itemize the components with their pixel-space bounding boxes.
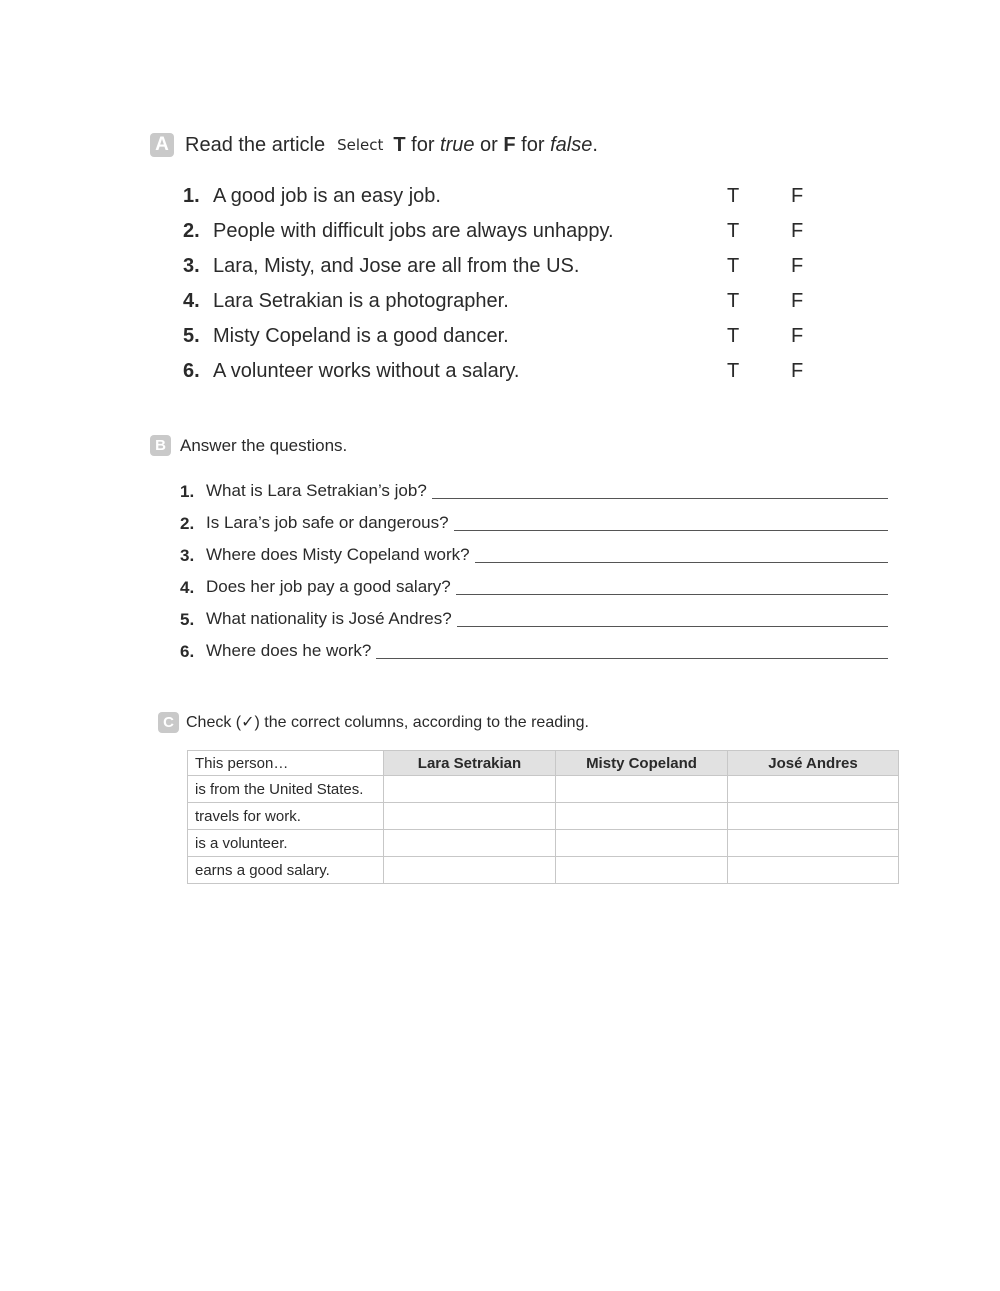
- question-number: 6.: [180, 642, 195, 661]
- answer-line-4[interactable]: [456, 594, 888, 595]
- check-cell-jose[interactable]: [728, 776, 899, 803]
- check-cell-misty[interactable]: [556, 776, 728, 803]
- question-text: Where does Misty Copeland work?: [206, 545, 470, 564]
- check-cell-lara[interactable]: [384, 830, 556, 857]
- answer-line-1[interactable]: [432, 498, 888, 499]
- false-option-4[interactable]: F: [791, 290, 804, 312]
- table-header-row: [188, 751, 899, 776]
- false-option-3[interactable]: F: [791, 255, 804, 277]
- true-option-3[interactable]: T: [727, 255, 740, 277]
- question-number: 3.: [180, 546, 195, 565]
- true-option-2[interactable]: T: [727, 220, 740, 242]
- statement-number: 5.: [183, 325, 200, 347]
- true-option-4[interactable]: T: [727, 290, 740, 312]
- statement-text: Misty Copeland is a good dancer.: [213, 325, 509, 347]
- table-row: [188, 830, 899, 857]
- section-a-instructions: [185, 132, 598, 158]
- check-cell-misty[interactable]: [556, 830, 728, 857]
- question-number: 2.: [180, 514, 195, 533]
- instruction-for: for: [405, 134, 441, 156]
- true-option-6[interactable]: T: [727, 360, 740, 382]
- statement-row-1: [183, 183, 441, 209]
- check-cell-lara[interactable]: [384, 857, 556, 884]
- statement-number: 1.: [183, 185, 200, 207]
- instruction-period: .: [592, 134, 598, 156]
- instruction-for-2: for: [515, 134, 551, 156]
- false-option-1[interactable]: F: [791, 185, 804, 207]
- statement-row-3: [183, 253, 579, 279]
- statement-number: 3.: [183, 255, 200, 277]
- statement-number: 4.: [183, 290, 200, 312]
- table-header-misty: Misty Copeland: [556, 751, 728, 776]
- question-row-2: [180, 510, 888, 534]
- instruction-t: T: [393, 134, 406, 156]
- question-number: 4.: [180, 578, 195, 597]
- check-cell-lara[interactable]: [384, 776, 556, 803]
- check-cell-jose[interactable]: [728, 830, 899, 857]
- answer-line-6[interactable]: [376, 658, 888, 659]
- true-option-1[interactable]: T: [727, 185, 740, 207]
- section-b-instructions: Answer the questions.: [180, 436, 348, 455]
- statement-text: A good job is an easy job.: [213, 185, 441, 207]
- instruction-false: false: [550, 134, 593, 156]
- check-cell-misty[interactable]: [556, 803, 728, 830]
- statement-row-4: [183, 288, 509, 314]
- section-b-badge: B: [150, 435, 171, 456]
- false-option-5[interactable]: F: [791, 325, 804, 347]
- question-text: What nationality is José Andres?: [206, 609, 452, 628]
- section-a-badge: A: [150, 133, 174, 157]
- false-option-6[interactable]: F: [791, 360, 804, 382]
- statement-number: 6.: [183, 360, 200, 382]
- instruction-or: or: [474, 134, 504, 156]
- statement-text: A volunteer works without a salary.: [213, 360, 520, 382]
- answer-line-2[interactable]: [454, 530, 888, 531]
- instruction-f: F: [503, 134, 516, 156]
- statement-number: 2.: [183, 220, 200, 242]
- answer-line-5[interactable]: [457, 626, 888, 627]
- row-label: is a volunteer.: [188, 830, 384, 857]
- table-header-lara: Lara Setrakian: [384, 751, 556, 776]
- question-text: Is Lara’s job safe or dangerous?: [206, 513, 449, 532]
- question-number: 1.: [180, 482, 195, 501]
- table-row: [188, 803, 899, 830]
- table-row: [188, 857, 899, 884]
- instruction-text: Read the article: [185, 134, 326, 156]
- answer-line-3[interactable]: [475, 562, 888, 563]
- statement-row-6: [183, 358, 519, 384]
- check-table: [187, 750, 899, 884]
- instruction-true: true: [440, 134, 475, 156]
- table-row: [188, 776, 899, 803]
- statement-row-5: [183, 323, 509, 349]
- question-row-6: [180, 638, 888, 662]
- select-dropdown[interactable]: Select: [337, 136, 384, 154]
- statement-text: Lara Setrakian is a photographer.: [213, 290, 509, 312]
- check-cell-jose[interactable]: [728, 857, 899, 884]
- question-text: Where does he work?: [206, 641, 372, 660]
- question-number: 5.: [180, 610, 195, 629]
- statement-row-2: [183, 218, 614, 244]
- row-label: is from the United States.: [188, 776, 384, 803]
- question-row-4: [180, 574, 888, 598]
- table-header-jose: José Andres: [728, 751, 899, 776]
- row-label: travels for work.: [188, 803, 384, 830]
- statement-text: People with difficult jobs are always unhappy.: [213, 220, 614, 242]
- question-text: Does her job pay a good salary?: [206, 577, 451, 596]
- check-cell-lara[interactable]: [384, 803, 556, 830]
- question-row-1: [180, 478, 888, 502]
- question-text: What is Lara Setrakian’s job?: [206, 481, 427, 500]
- check-cell-misty[interactable]: [556, 857, 728, 884]
- check-cell-jose[interactable]: [728, 803, 899, 830]
- false-option-2[interactable]: F: [791, 220, 804, 242]
- row-label: earns a good salary.: [188, 857, 384, 884]
- true-option-5[interactable]: T: [727, 325, 740, 347]
- section-c-badge: C: [158, 712, 179, 733]
- table-header-person: This person…: [188, 751, 384, 776]
- question-row-5: [180, 606, 888, 630]
- section-c-instructions: Check (✓) the correct columns, according to the reading.: [186, 714, 589, 731]
- question-row-3: [180, 542, 888, 566]
- statement-text: Lara, Misty, and Jose are all from the US.: [213, 255, 580, 277]
